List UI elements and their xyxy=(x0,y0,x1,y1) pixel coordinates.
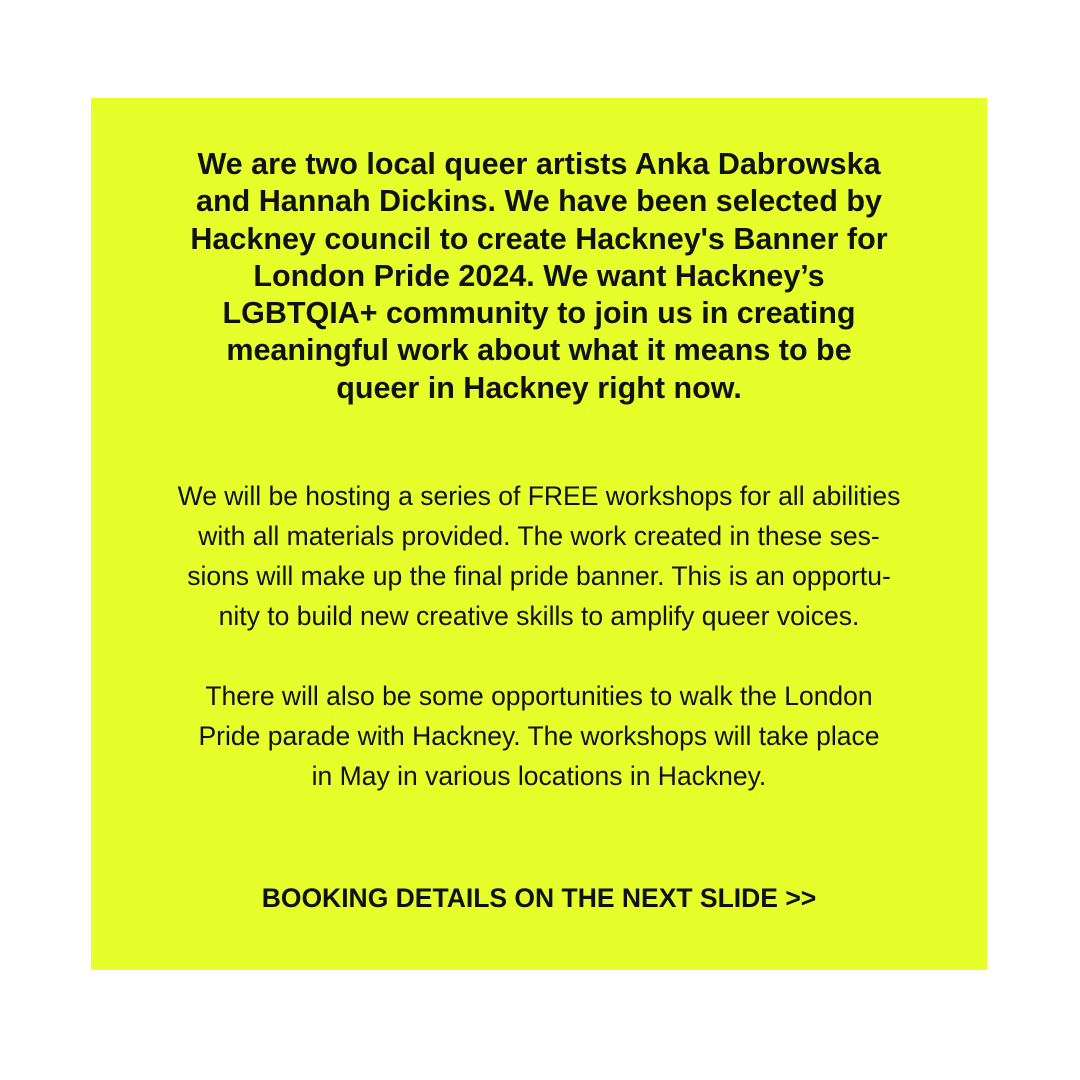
workshops-line: nity to build new creative skills to amplify queer voices. xyxy=(218,601,860,631)
intro-line: queer in Hackney right now. xyxy=(336,370,742,405)
parade-line: Pride parade with Hackney. The workshops will take place xyxy=(198,721,880,751)
intro-paragraph xyxy=(91,146,987,407)
workshops-line: sions will make up the final pride banner. This is an opportu- xyxy=(187,561,891,591)
intro-line: and Hannah Dickins. We have been selected by xyxy=(196,184,882,219)
intro-line: meaningful work about what it means to be xyxy=(226,333,852,368)
booking-cta xyxy=(91,878,987,918)
intro-line: London Pride 2024. We want Hackney’s xyxy=(253,258,825,293)
workshops-line: with all materials provided. The work created in these ses- xyxy=(198,521,880,551)
booking-cta-text: BOOKING DETAILS ON THE NEXT SLIDE >> xyxy=(261,883,817,913)
intro-line: We are two local queer artists Anka Dabrowska xyxy=(197,147,881,181)
parade-line: There will also be some opportunities to walk the London xyxy=(205,681,873,711)
workshops-paragraph xyxy=(91,476,987,636)
parade-line: in May in various locations in Hackney. xyxy=(311,761,767,791)
intro-line: LGBTQIA+ community to join us in creating xyxy=(222,296,856,331)
announcement-card xyxy=(91,98,987,970)
parade-paragraph xyxy=(91,676,987,796)
workshops-line: We will be hosting a series of FREE workshops for all abilities xyxy=(177,481,901,511)
intro-line: Hackney council to create Hackney's Banner for xyxy=(190,221,888,256)
